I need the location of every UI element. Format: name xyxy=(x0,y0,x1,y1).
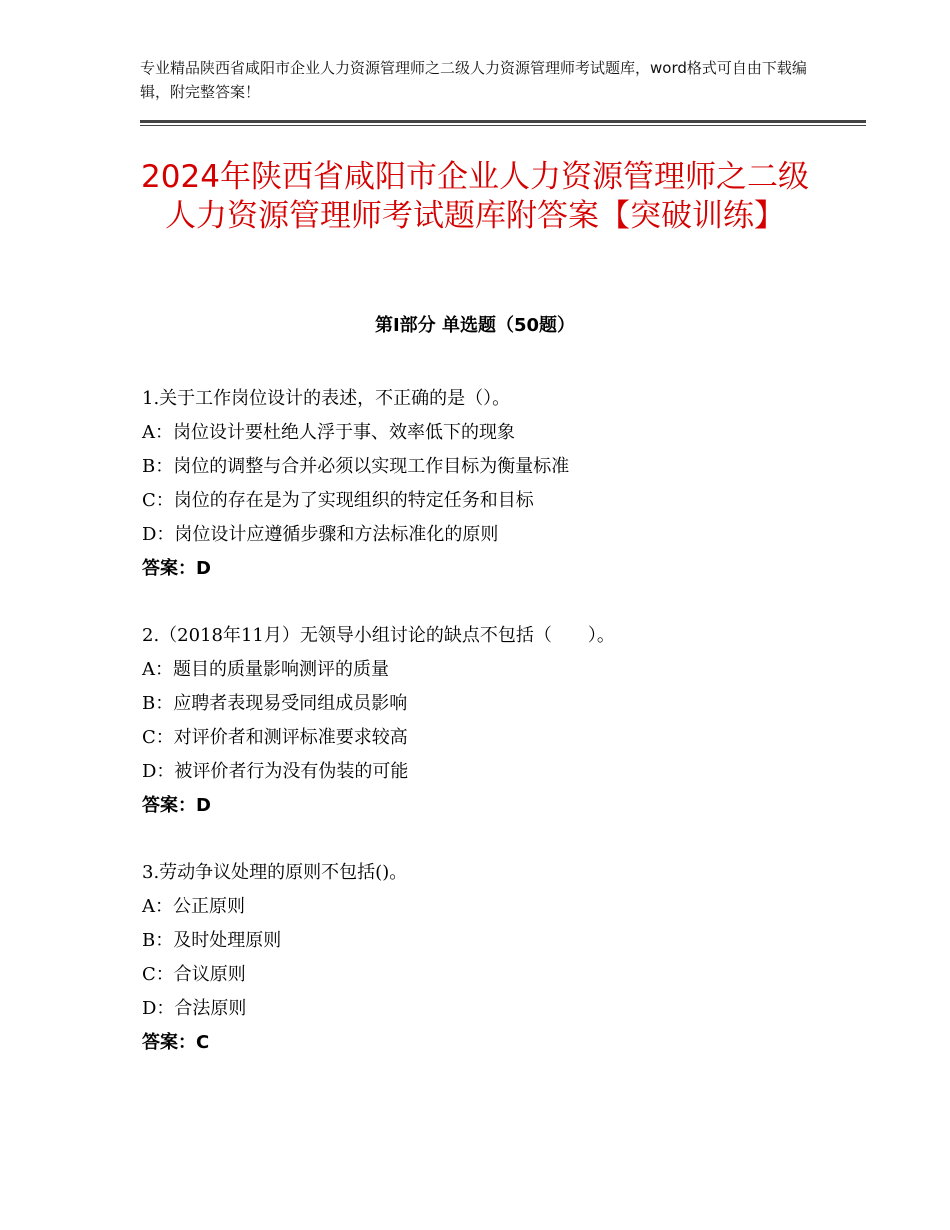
option-c: C：对评价者和测评标准要求较高 xyxy=(142,727,408,748)
option-a: A：题目的质量影响测评的质量 xyxy=(142,659,389,680)
header-rule-thick xyxy=(140,120,866,123)
question-stem: 2.（2018年11月）无领导小组讨论的缺点不包括（ ）。 xyxy=(142,625,615,646)
option-b: B：及时处理原则 xyxy=(142,930,282,951)
question-list xyxy=(142,382,842,1093)
header-rule-thin xyxy=(140,125,866,126)
answer: 答案：C xyxy=(142,1032,210,1053)
answer: 答案：D xyxy=(142,795,211,816)
option-c: C：岗位的存在是为了实现组织的特定任务和目标 xyxy=(142,490,534,511)
question-1 xyxy=(142,382,842,586)
question-2 xyxy=(142,619,842,823)
answer: 答案：D xyxy=(142,558,211,579)
document-title: 2024年陕西省咸阳市企业人力资源管理师之二级人力资源管理师考试题库附答案【突破训练】 xyxy=(141,159,809,234)
option-b: B：应聘者表现易受同组成员影响 xyxy=(142,693,408,714)
option-d: D：合法原则 xyxy=(142,998,247,1019)
option-b: B：岗位的调整与合并必须以实现工作目标为衡量标准 xyxy=(142,456,570,477)
question-stem: 3.劳动争议处理的原则不包括()。 xyxy=(142,862,408,883)
option-d: D：岗位设计应遵循步骤和方法标准化的原则 xyxy=(142,524,499,545)
section-title: 第Ⅰ部分 单选题（50题） xyxy=(374,315,575,336)
option-a: A：岗位设计要杜绝人浮于事、效率低下的现象 xyxy=(142,422,515,443)
header-note: 专业精品陕西省咸阳市企业人力资源管理师之二级人力资源管理师考试题库，word格式可自由下载编辑，附完整答案！ xyxy=(140,59,807,101)
option-d: D：被评价者行为没有伪装的可能 xyxy=(142,761,409,782)
option-a: A：公正原则 xyxy=(142,896,245,917)
option-c: C：合议原则 xyxy=(142,964,246,985)
question-stem: 1.关于工作岗位设计的表述，不正确的是（）。 xyxy=(142,388,511,409)
question-3 xyxy=(142,856,842,1060)
